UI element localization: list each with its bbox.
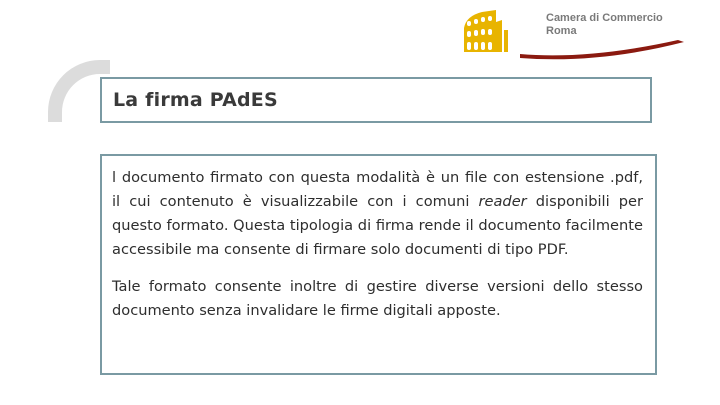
paragraph-1: [112, 166, 643, 262]
slide-title: La firma PAdES: [113, 89, 278, 111]
paragraph-1-italic: reader: [478, 193, 527, 210]
logo-line-1: Camera di Commercio: [546, 12, 663, 24]
logo-swoosh-icon: [518, 38, 688, 60]
chamber-of-commerce-logo: [456, 8, 696, 60]
paragraph-2: Tale formato consente inoltre di gestire diverse versioni dello stesso documento senza invalidare le firme digitali apposte.: [112, 278, 643, 319]
content-box: [100, 154, 657, 375]
paragraph-1-text-a: l documento firmato con questa modalità è un file con estensione .pdf, il cui contenuto è visualizzabile con i comuni: [112, 169, 643, 210]
logo-text: [546, 12, 696, 38]
logo-line-2: Roma: [546, 25, 577, 37]
title-box: [100, 77, 652, 123]
paragraph-1-text-b: disponibili per questo formato. Questa tipologia di firma rende il documento facilmente accessibile ma consente di firmare solo documenti di tipo PDF.: [112, 193, 643, 258]
